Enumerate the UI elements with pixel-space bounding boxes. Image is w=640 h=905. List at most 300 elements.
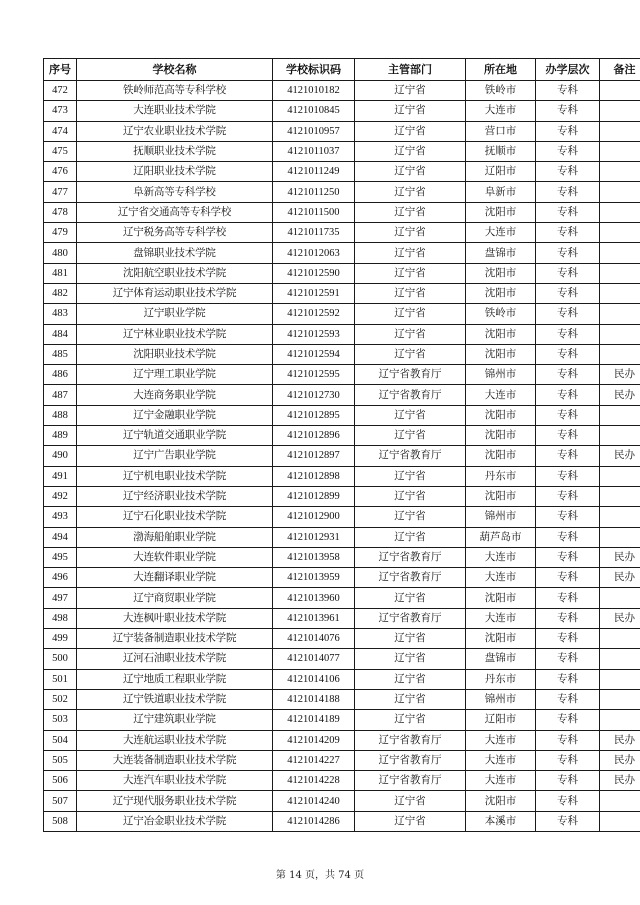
cell-department: 辽宁省教育厅 bbox=[355, 568, 466, 588]
cell-seq: 472 bbox=[44, 81, 77, 101]
cell-note: 民办 bbox=[600, 608, 640, 628]
table-row bbox=[44, 588, 640, 608]
cell-school-name: 辽宁农业职业技术学院 bbox=[77, 121, 273, 141]
table-row bbox=[44, 669, 640, 689]
table-row bbox=[44, 223, 640, 243]
cell-location: 抚顺市 bbox=[466, 141, 536, 161]
table-row bbox=[44, 405, 640, 425]
cell-level: 专科 bbox=[536, 243, 600, 263]
cell-school-name: 辽宁建筑职业学院 bbox=[77, 710, 273, 730]
cell-location: 沈阳市 bbox=[466, 791, 536, 811]
cell-note bbox=[600, 486, 640, 506]
table-row bbox=[44, 771, 640, 791]
cell-note bbox=[600, 324, 640, 344]
cell-school-name: 辽宁体育运动职业技术学院 bbox=[77, 283, 273, 303]
cell-level: 专科 bbox=[536, 629, 600, 649]
cell-level: 专科 bbox=[536, 223, 600, 243]
cell-school-name: 辽宁轨道交通职业学院 bbox=[77, 426, 273, 446]
cell-school-code: 4121014227 bbox=[273, 750, 355, 770]
cell-department: 辽宁省教育厅 bbox=[355, 750, 466, 770]
cell-school-name: 铁岭师范高等专科学校 bbox=[77, 81, 273, 101]
cell-department: 辽宁省 bbox=[355, 486, 466, 506]
cell-note bbox=[600, 101, 640, 121]
cell-school-name: 辽宁石化职业技术学院 bbox=[77, 507, 273, 527]
header-note: 备注 bbox=[600, 59, 640, 81]
cell-school-code: 4121012593 bbox=[273, 324, 355, 344]
cell-level: 专科 bbox=[536, 466, 600, 486]
cell-seq: 493 bbox=[44, 507, 77, 527]
cell-school-name: 辽宁铁道职业技术学院 bbox=[77, 689, 273, 709]
cell-school-code: 4121012590 bbox=[273, 263, 355, 283]
cell-school-name: 辽宁冶金职业技术学院 bbox=[77, 811, 273, 831]
cell-level: 专科 bbox=[536, 507, 600, 527]
table-row bbox=[44, 304, 640, 324]
cell-school-name: 大连商务职业学院 bbox=[77, 385, 273, 405]
cell-seq: 497 bbox=[44, 588, 77, 608]
cell-location: 沈阳市 bbox=[466, 486, 536, 506]
cell-location: 沈阳市 bbox=[466, 588, 536, 608]
cell-school-code: 4121011735 bbox=[273, 223, 355, 243]
table-row bbox=[44, 426, 640, 446]
table-row bbox=[44, 121, 640, 141]
cell-seq: 484 bbox=[44, 324, 77, 344]
cell-department: 辽宁省 bbox=[355, 141, 466, 161]
cell-school-name: 抚顺职业技术学院 bbox=[77, 141, 273, 161]
cell-department: 辽宁省教育厅 bbox=[355, 608, 466, 628]
table-row bbox=[44, 527, 640, 547]
cell-school-name: 辽河石油职业技术学院 bbox=[77, 649, 273, 669]
table-row bbox=[44, 608, 640, 628]
cell-level: 专科 bbox=[536, 710, 600, 730]
cell-school-name: 渤海船舶职业学院 bbox=[77, 527, 273, 547]
cell-level: 专科 bbox=[536, 202, 600, 222]
cell-department: 辽宁省 bbox=[355, 811, 466, 831]
table-row bbox=[44, 385, 640, 405]
cell-department: 辽宁省教育厅 bbox=[355, 365, 466, 385]
table-row bbox=[44, 486, 640, 506]
cell-school-name: 辽宁机电职业技术学院 bbox=[77, 466, 273, 486]
cell-note bbox=[600, 426, 640, 446]
cell-department: 辽宁省 bbox=[355, 121, 466, 141]
cell-department: 辽宁省 bbox=[355, 324, 466, 344]
cell-school-code: 4121014076 bbox=[273, 629, 355, 649]
cell-location: 锦州市 bbox=[466, 365, 536, 385]
cell-seq: 500 bbox=[44, 649, 77, 669]
cell-level: 专科 bbox=[536, 446, 600, 466]
cell-department: 辽宁省 bbox=[355, 243, 466, 263]
cell-level: 专科 bbox=[536, 324, 600, 344]
cell-seq: 474 bbox=[44, 121, 77, 141]
cell-school-name: 沈阳职业技术学院 bbox=[77, 344, 273, 364]
cell-location: 本溪市 bbox=[466, 811, 536, 831]
cell-level: 专科 bbox=[536, 811, 600, 831]
cell-location: 铁岭市 bbox=[466, 81, 536, 101]
cell-school-name: 大连软件职业学院 bbox=[77, 547, 273, 567]
header-location: 所在地 bbox=[466, 59, 536, 81]
cell-location: 沈阳市 bbox=[466, 629, 536, 649]
cell-department: 辽宁省教育厅 bbox=[355, 771, 466, 791]
cell-school-code: 4121012594 bbox=[273, 344, 355, 364]
table-header-row bbox=[44, 59, 640, 81]
cell-seq: 505 bbox=[44, 750, 77, 770]
cell-department: 辽宁省 bbox=[355, 304, 466, 324]
cell-location: 大连市 bbox=[466, 608, 536, 628]
cell-note bbox=[600, 629, 640, 649]
cell-seq: 504 bbox=[44, 730, 77, 750]
cell-seq: 477 bbox=[44, 182, 77, 202]
cell-seq: 488 bbox=[44, 405, 77, 425]
cell-school-name: 辽宁地质工程职业学院 bbox=[77, 669, 273, 689]
cell-school-code: 4121011500 bbox=[273, 202, 355, 222]
cell-level: 专科 bbox=[536, 750, 600, 770]
cell-school-code: 4121011250 bbox=[273, 182, 355, 202]
table-row bbox=[44, 629, 640, 649]
cell-seq: 476 bbox=[44, 162, 77, 182]
cell-school-code: 4121012730 bbox=[273, 385, 355, 405]
cell-note bbox=[600, 263, 640, 283]
cell-school-name: 辽宁经济职业技术学院 bbox=[77, 486, 273, 506]
cell-school-code: 4121012895 bbox=[273, 405, 355, 425]
cell-department: 辽宁省 bbox=[355, 689, 466, 709]
cell-school-code: 4121012595 bbox=[273, 365, 355, 385]
cell-note bbox=[600, 304, 640, 324]
cell-school-code: 4121014209 bbox=[273, 730, 355, 750]
cell-department: 辽宁省 bbox=[355, 263, 466, 283]
cell-note bbox=[600, 243, 640, 263]
cell-location: 大连市 bbox=[466, 730, 536, 750]
cell-level: 专科 bbox=[536, 81, 600, 101]
cell-note bbox=[600, 405, 640, 425]
cell-note bbox=[600, 141, 640, 161]
cell-department: 辽宁省 bbox=[355, 101, 466, 121]
cell-school-code: 4121013959 bbox=[273, 568, 355, 588]
cell-note: 民办 bbox=[600, 547, 640, 567]
cell-seq: 492 bbox=[44, 486, 77, 506]
cell-location: 大连市 bbox=[466, 750, 536, 770]
cell-school-name: 盘锦职业技术学院 bbox=[77, 243, 273, 263]
cell-seq: 507 bbox=[44, 791, 77, 811]
table-row bbox=[44, 141, 640, 161]
table-row bbox=[44, 568, 640, 588]
cell-location: 铁岭市 bbox=[466, 304, 536, 324]
cell-level: 专科 bbox=[536, 669, 600, 689]
cell-level: 专科 bbox=[536, 689, 600, 709]
table-row bbox=[44, 283, 640, 303]
table-row bbox=[44, 791, 640, 811]
cell-level: 专科 bbox=[536, 649, 600, 669]
cell-school-name: 大连航运职业技术学院 bbox=[77, 730, 273, 750]
header-school-code: 学校标识码 bbox=[273, 59, 355, 81]
cell-level: 专科 bbox=[536, 385, 600, 405]
cell-note: 民办 bbox=[600, 446, 640, 466]
cell-seq: 485 bbox=[44, 344, 77, 364]
cell-school-name: 辽宁税务高等专科学校 bbox=[77, 223, 273, 243]
cell-department: 辽宁省教育厅 bbox=[355, 730, 466, 750]
cell-note bbox=[600, 121, 640, 141]
cell-note bbox=[600, 689, 640, 709]
cell-location: 沈阳市 bbox=[466, 344, 536, 364]
cell-note bbox=[600, 202, 640, 222]
cell-seq: 487 bbox=[44, 385, 77, 405]
cell-location: 营口市 bbox=[466, 121, 536, 141]
cell-school-code: 4121012896 bbox=[273, 426, 355, 446]
cell-school-code: 4121013958 bbox=[273, 547, 355, 567]
cell-department: 辽宁省 bbox=[355, 81, 466, 101]
cell-location: 沈阳市 bbox=[466, 283, 536, 303]
cell-level: 专科 bbox=[536, 365, 600, 385]
cell-level: 专科 bbox=[536, 486, 600, 506]
cell-level: 专科 bbox=[536, 162, 600, 182]
cell-seq: 483 bbox=[44, 304, 77, 324]
cell-note bbox=[600, 283, 640, 303]
cell-note: 民办 bbox=[600, 750, 640, 770]
cell-level: 专科 bbox=[536, 730, 600, 750]
cell-seq: 479 bbox=[44, 223, 77, 243]
cell-department: 辽宁省 bbox=[355, 588, 466, 608]
table-body bbox=[44, 81, 640, 832]
cell-school-name: 大连汽车职业技术学院 bbox=[77, 771, 273, 791]
cell-school-name: 辽宁林业职业技术学院 bbox=[77, 324, 273, 344]
cell-school-code: 4121012592 bbox=[273, 304, 355, 324]
cell-school-name: 大连装备制造职业技术学院 bbox=[77, 750, 273, 770]
cell-seq: 498 bbox=[44, 608, 77, 628]
cell-department: 辽宁省 bbox=[355, 202, 466, 222]
table-row bbox=[44, 101, 640, 121]
cell-location: 阜新市 bbox=[466, 182, 536, 202]
table-row bbox=[44, 162, 640, 182]
cell-seq: 475 bbox=[44, 141, 77, 161]
cell-level: 专科 bbox=[536, 588, 600, 608]
cell-school-code: 4121012897 bbox=[273, 446, 355, 466]
cell-level: 专科 bbox=[536, 182, 600, 202]
cell-note bbox=[600, 649, 640, 669]
cell-note: 民办 bbox=[600, 730, 640, 750]
cell-location: 大连市 bbox=[466, 771, 536, 791]
cell-school-code: 4121013960 bbox=[273, 588, 355, 608]
table-row bbox=[44, 750, 640, 770]
cell-level: 专科 bbox=[536, 141, 600, 161]
cell-school-code: 4121012900 bbox=[273, 507, 355, 527]
table-row bbox=[44, 689, 640, 709]
table-row bbox=[44, 547, 640, 567]
cell-school-code: 4121011249 bbox=[273, 162, 355, 182]
cell-seq: 503 bbox=[44, 710, 77, 730]
table-row bbox=[44, 344, 640, 364]
cell-school-code: 4121014189 bbox=[273, 710, 355, 730]
cell-seq: 473 bbox=[44, 101, 77, 121]
cell-location: 丹东市 bbox=[466, 466, 536, 486]
cell-school-name: 辽宁现代服务职业技术学院 bbox=[77, 791, 273, 811]
cell-location: 沈阳市 bbox=[466, 405, 536, 425]
table-row bbox=[44, 324, 640, 344]
cell-seq: 508 bbox=[44, 811, 77, 831]
cell-department: 辽宁省教育厅 bbox=[355, 385, 466, 405]
cell-level: 专科 bbox=[536, 791, 600, 811]
cell-school-name: 辽宁理工职业学院 bbox=[77, 365, 273, 385]
table-row bbox=[44, 202, 640, 222]
header-school-name: 学校名称 bbox=[77, 59, 273, 81]
cell-school-name: 大连翻译职业学院 bbox=[77, 568, 273, 588]
cell-school-code: 4121010845 bbox=[273, 101, 355, 121]
table-row bbox=[44, 365, 640, 385]
cell-seq: 491 bbox=[44, 466, 77, 486]
cell-seq: 495 bbox=[44, 547, 77, 567]
cell-seq: 494 bbox=[44, 527, 77, 547]
header-seq: 序号 bbox=[44, 59, 77, 81]
cell-note bbox=[600, 81, 640, 101]
cell-department: 辽宁省 bbox=[355, 649, 466, 669]
cell-level: 专科 bbox=[536, 527, 600, 547]
cell-school-code: 4121013961 bbox=[273, 608, 355, 628]
cell-seq: 490 bbox=[44, 446, 77, 466]
table-row bbox=[44, 710, 640, 730]
cell-level: 专科 bbox=[536, 304, 600, 324]
cell-location: 沈阳市 bbox=[466, 426, 536, 446]
cell-note bbox=[600, 710, 640, 730]
cell-note bbox=[600, 811, 640, 831]
cell-note bbox=[600, 527, 640, 547]
cell-level: 专科 bbox=[536, 771, 600, 791]
cell-department: 辽宁省 bbox=[355, 710, 466, 730]
table-row bbox=[44, 182, 640, 202]
table-row bbox=[44, 649, 640, 669]
cell-department: 辽宁省 bbox=[355, 507, 466, 527]
cell-location: 辽阳市 bbox=[466, 162, 536, 182]
cell-department: 辽宁省 bbox=[355, 791, 466, 811]
cell-location: 盘锦市 bbox=[466, 243, 536, 263]
cell-level: 专科 bbox=[536, 283, 600, 303]
cell-department: 辽宁省 bbox=[355, 466, 466, 486]
cell-school-name: 阜新高等专科学校 bbox=[77, 182, 273, 202]
cell-school-code: 4121012899 bbox=[273, 486, 355, 506]
cell-seq: 496 bbox=[44, 568, 77, 588]
cell-note bbox=[600, 466, 640, 486]
cell-note bbox=[600, 791, 640, 811]
table-row bbox=[44, 263, 640, 283]
cell-department: 辽宁省教育厅 bbox=[355, 446, 466, 466]
cell-note: 民办 bbox=[600, 365, 640, 385]
cell-level: 专科 bbox=[536, 547, 600, 567]
document-page bbox=[43, 58, 636, 832]
cell-note: 民办 bbox=[600, 568, 640, 588]
cell-department: 辽宁省 bbox=[355, 162, 466, 182]
cell-school-code: 4121014286 bbox=[273, 811, 355, 831]
cell-seq: 480 bbox=[44, 243, 77, 263]
cell-seq: 502 bbox=[44, 689, 77, 709]
table-row bbox=[44, 507, 640, 527]
table-row bbox=[44, 466, 640, 486]
cell-seq: 478 bbox=[44, 202, 77, 222]
cell-location: 沈阳市 bbox=[466, 446, 536, 466]
cell-level: 专科 bbox=[536, 101, 600, 121]
cell-school-code: 4121010957 bbox=[273, 121, 355, 141]
cell-school-name: 辽阳职业技术学院 bbox=[77, 162, 273, 182]
cell-school-name: 沈阳航空职业技术学院 bbox=[77, 263, 273, 283]
cell-location: 大连市 bbox=[466, 547, 536, 567]
cell-note bbox=[600, 588, 640, 608]
cell-location: 沈阳市 bbox=[466, 263, 536, 283]
cell-seq: 486 bbox=[44, 365, 77, 385]
cell-level: 专科 bbox=[536, 263, 600, 283]
cell-school-name: 辽宁职业学院 bbox=[77, 304, 273, 324]
cell-school-code: 4121014228 bbox=[273, 771, 355, 791]
table-row bbox=[44, 81, 640, 101]
cell-level: 专科 bbox=[536, 121, 600, 141]
cell-location: 锦州市 bbox=[466, 689, 536, 709]
page-footer: 第 14 页，共 74 页 bbox=[275, 870, 365, 881]
table-row bbox=[44, 730, 640, 750]
cell-location: 辽阳市 bbox=[466, 710, 536, 730]
cell-school-name: 辽宁广告职业学院 bbox=[77, 446, 273, 466]
cell-seq: 506 bbox=[44, 771, 77, 791]
cell-location: 葫芦岛市 bbox=[466, 527, 536, 547]
school-list-table bbox=[43, 58, 640, 832]
cell-school-code: 4121012898 bbox=[273, 466, 355, 486]
cell-school-name: 大连枫叶职业技术学院 bbox=[77, 608, 273, 628]
table-row bbox=[44, 446, 640, 466]
cell-department: 辽宁省教育厅 bbox=[355, 547, 466, 567]
cell-school-name: 辽宁商贸职业学院 bbox=[77, 588, 273, 608]
cell-location: 大连市 bbox=[466, 101, 536, 121]
cell-note bbox=[600, 223, 640, 243]
cell-school-code: 4121014077 bbox=[273, 649, 355, 669]
cell-department: 辽宁省 bbox=[355, 426, 466, 446]
cell-location: 大连市 bbox=[466, 223, 536, 243]
cell-department: 辽宁省 bbox=[355, 669, 466, 689]
cell-location: 大连市 bbox=[466, 385, 536, 405]
cell-location: 大连市 bbox=[466, 568, 536, 588]
cell-school-code: 4121014106 bbox=[273, 669, 355, 689]
cell-department: 辽宁省 bbox=[355, 344, 466, 364]
cell-school-name: 辽宁金融职业学院 bbox=[77, 405, 273, 425]
cell-department: 辽宁省 bbox=[355, 283, 466, 303]
cell-school-name: 大连职业技术学院 bbox=[77, 101, 273, 121]
cell-department: 辽宁省 bbox=[355, 527, 466, 547]
table-row bbox=[44, 243, 640, 263]
cell-school-name: 辽宁省交通高等专科学校 bbox=[77, 202, 273, 222]
cell-school-code: 4121012063 bbox=[273, 243, 355, 263]
cell-department: 辽宁省 bbox=[355, 223, 466, 243]
cell-note bbox=[600, 162, 640, 182]
cell-seq: 481 bbox=[44, 263, 77, 283]
cell-school-code: 4121010182 bbox=[273, 81, 355, 101]
cell-level: 专科 bbox=[536, 426, 600, 446]
cell-seq: 489 bbox=[44, 426, 77, 446]
cell-note bbox=[600, 507, 640, 527]
cell-note bbox=[600, 182, 640, 202]
cell-school-code: 4121011037 bbox=[273, 141, 355, 161]
cell-level: 专科 bbox=[536, 405, 600, 425]
cell-location: 沈阳市 bbox=[466, 324, 536, 344]
cell-department: 辽宁省 bbox=[355, 405, 466, 425]
cell-seq: 501 bbox=[44, 669, 77, 689]
cell-location: 盘锦市 bbox=[466, 649, 536, 669]
table-row bbox=[44, 811, 640, 831]
cell-school-code: 4121014240 bbox=[273, 791, 355, 811]
cell-location: 丹东市 bbox=[466, 669, 536, 689]
cell-location: 沈阳市 bbox=[466, 202, 536, 222]
cell-school-code: 4121012591 bbox=[273, 283, 355, 303]
cell-department: 辽宁省 bbox=[355, 629, 466, 649]
cell-level: 专科 bbox=[536, 608, 600, 628]
cell-note bbox=[600, 344, 640, 364]
cell-location: 锦州市 bbox=[466, 507, 536, 527]
cell-note: 民办 bbox=[600, 771, 640, 791]
cell-department: 辽宁省 bbox=[355, 182, 466, 202]
cell-note bbox=[600, 669, 640, 689]
header-department: 主管部门 bbox=[355, 59, 466, 81]
cell-level: 专科 bbox=[536, 568, 600, 588]
